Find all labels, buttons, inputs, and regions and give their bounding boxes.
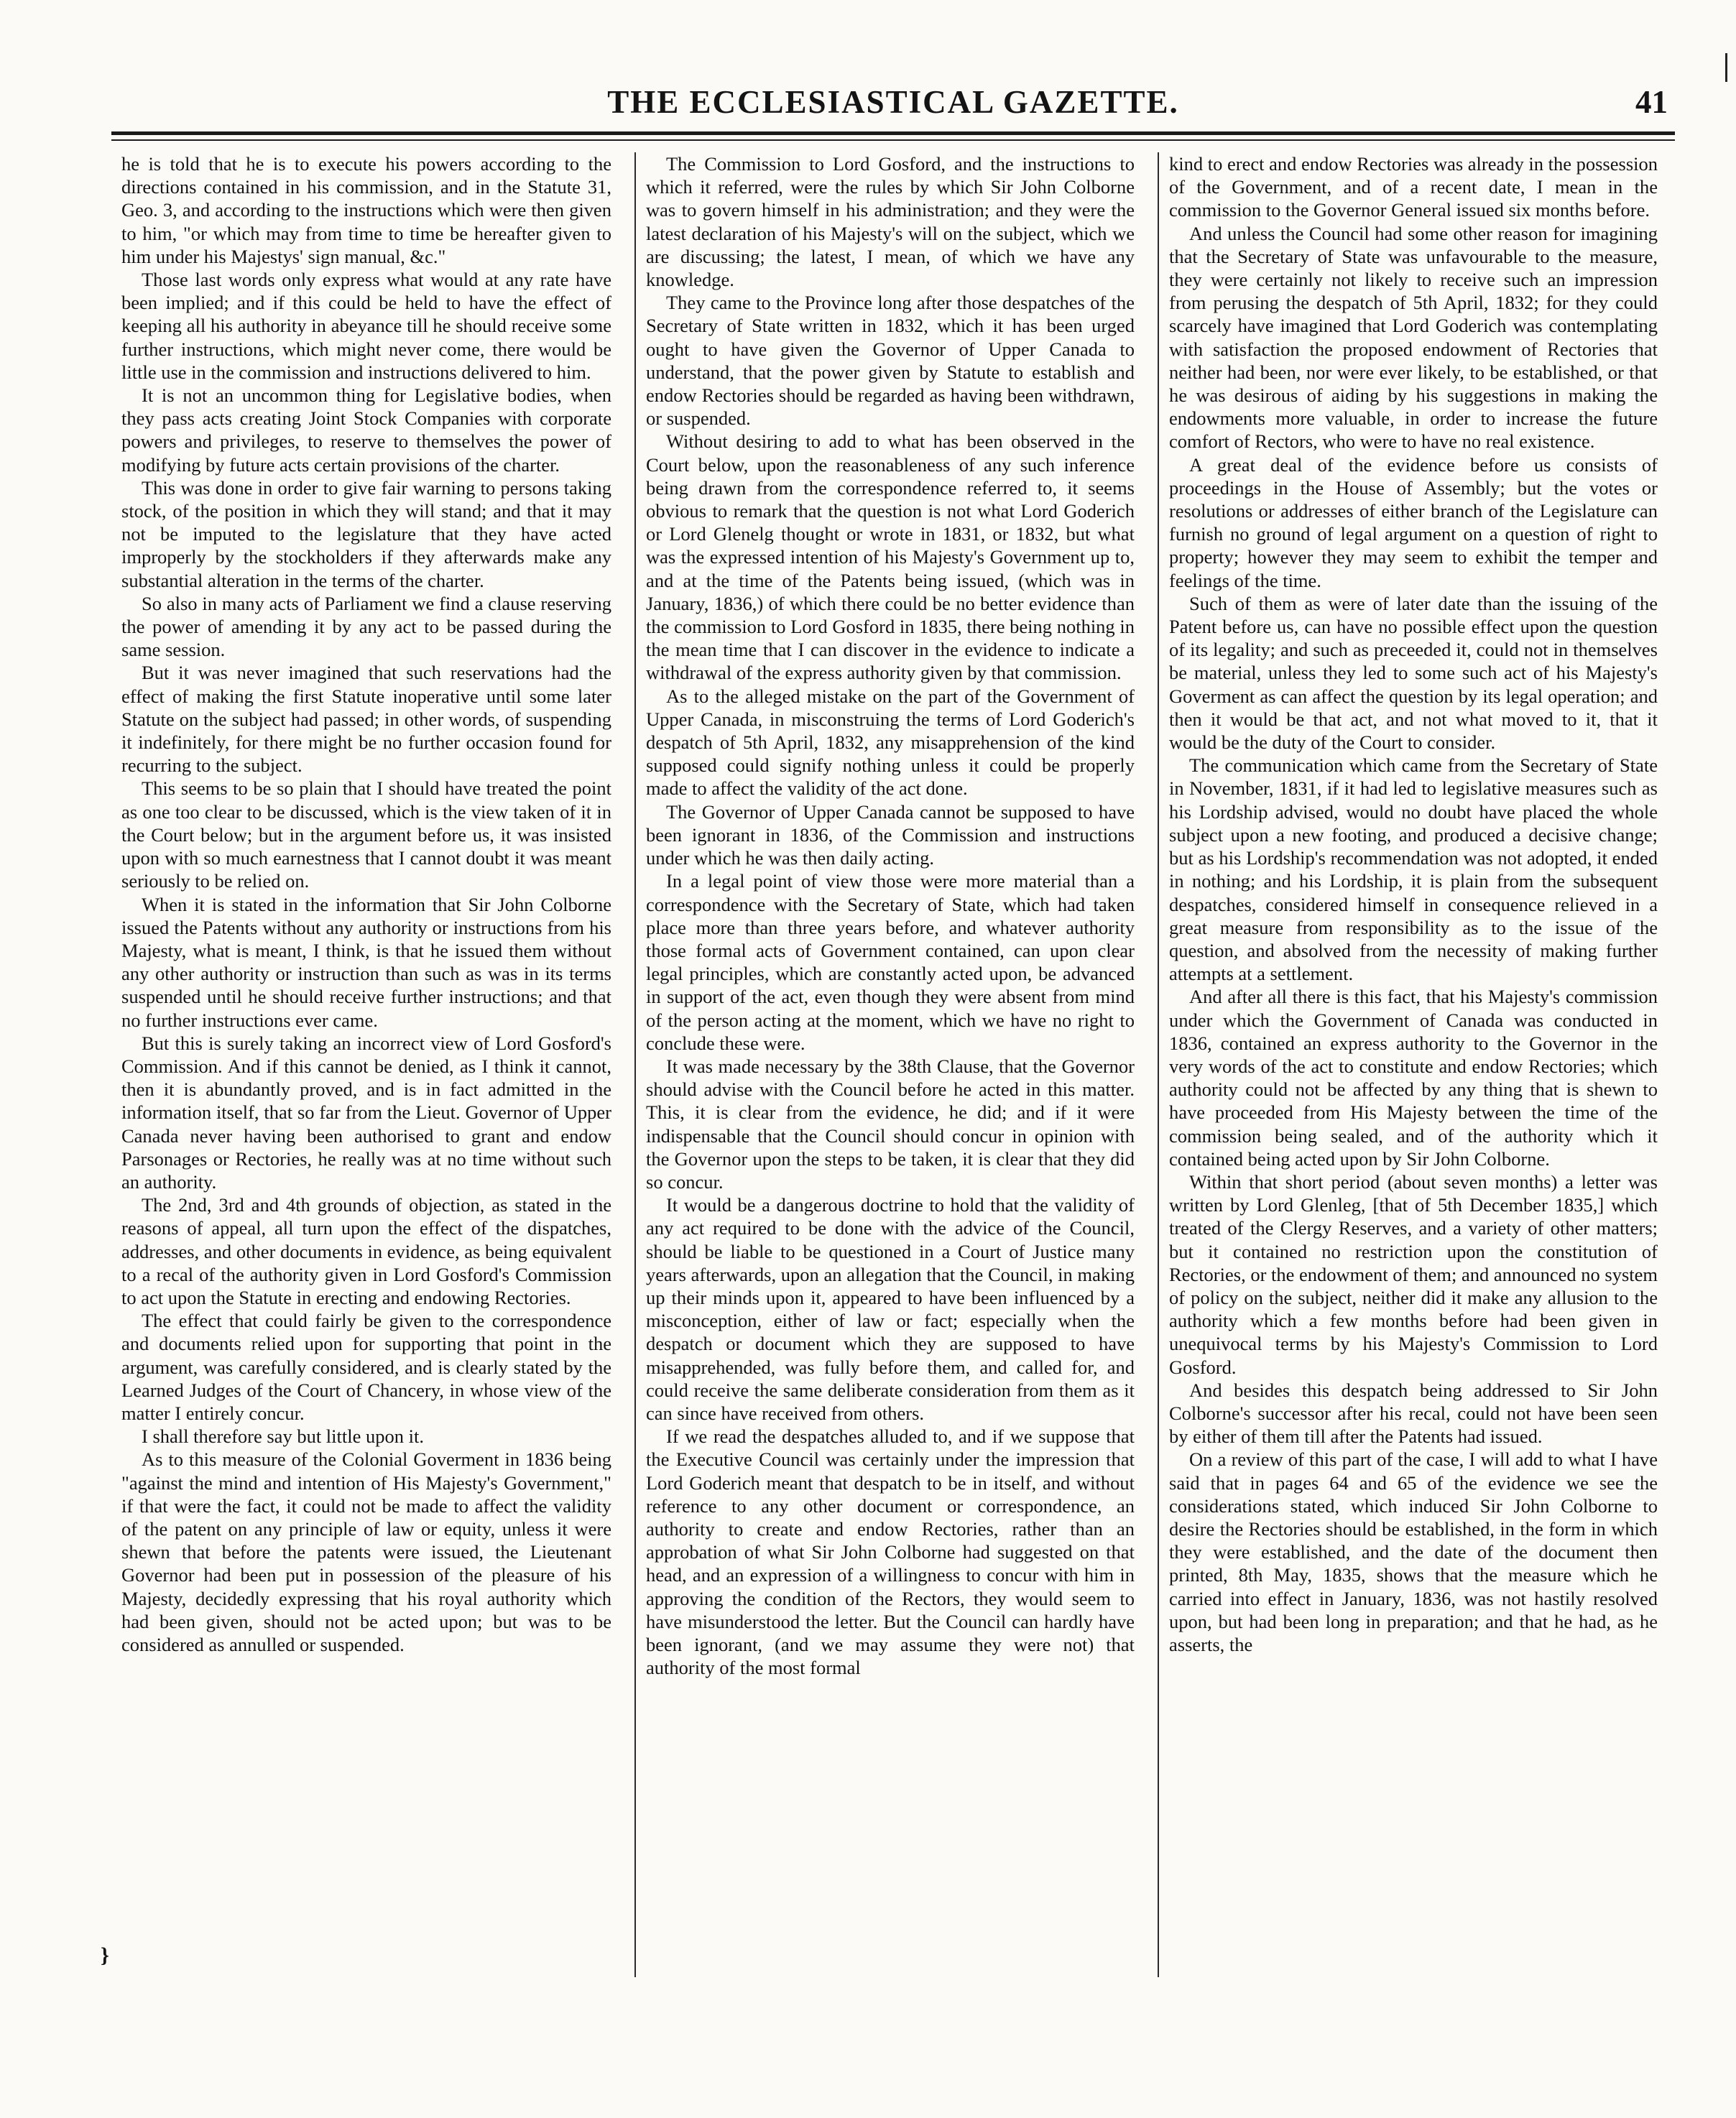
- paragraph: On a review of this part of the case, I will add to what I have said that in pages 64 and 65 of the evidence we see the considerations stated, which induced Sir John Colborne to desire the Rectories should be established, in the form in which they were established, and the date of the document then printed, 8th May, 1835, shows that the measure which he carried into effect in January, 1836, was not hastily resolved upon, but had been long in preparation; and that he had, as he asserts, the: [1169, 1448, 1658, 1655]
- paragraph: The Governor of Upper Canada cannot be supposed to have been ignorant in 1836, of the Commission and instructions under which he was then daily acting.: [646, 800, 1135, 869]
- paragraph: But it was never imagined that such reservations had the effect of making the first Statute inoperative until some later Statute on the subject had passed; in other words, of suspending it indefinitely, for there might be no further occasion found for recurring to the subject.: [121, 662, 611, 777]
- column-right: [1158, 152, 1668, 1977]
- paragraph: The 2nd, 3rd and 4th grounds of objection, as stated in the reasons of appeal, all turn upon the effect of the dispatches, addresses, and other documents in evidence, as being equivalent to a recal of the authority given in Lord Gosford's Commission to act upon the Statute in erecting and endowing Rectories.: [121, 1194, 611, 1308]
- text-columns: [111, 152, 1675, 1977]
- paragraph: The Commission to Lord Gosford, and the instructions to which it referred, were the rules by which Sir John Colborne was to govern himself in his administration; and they were the latest declaration of his Majesty's will on the subject, which we are discussing; the latest, I mean, of which we have any knowledge.: [646, 153, 1135, 291]
- paragraph: But this is surely taking an incorrect view of Lord Gosford's Commission. And if this cannot be denied, as I think it cannot, then it is abundantly proved, and is in fact admitted in the information itself, that so far from the Lieut. Governor of Upper Canada never having been authorised to grant and endow Parsonages or Rectories, he really was at no time without such an authority.: [121, 1032, 611, 1193]
- paragraph: A great deal of the evidence before us consists of proceedings in the House of Assembly; but the votes or resolutions or addresses of either branch of the Legislature can furnish no ground of legal argument on a question of right to property; however they may seem to exhibit the temper and feelings of the time.: [1169, 453, 1658, 591]
- paragraph: When it is stated in the information that Sir John Colborne issued the Patents without any authority or instructions from his Majesty, what is meant, I think, is that he issued them without any other authority or instruction than such as was in its terms suspended until he should receive further instructions; and that no further instructions ever came.: [121, 893, 611, 1031]
- paragraph: And unless the Council had some other reason for imagining that the Secretary of State was unfavourable to the measure, they were certainly not likely to receive such an impression from perusing the despatch of 5th April, 1832; for they could scarcely have imagined that Lord Goderich was contemplating with satisfaction the proposed endowment of Rectories that neither had been, nor were ever likely, to be established, or that he was desirous of aiding by his suggestions in making the endowments more valuable, in order to increase the future comfort of Rectors, who were to have no real existence.: [1169, 222, 1658, 453]
- paragraph: The communication which came from the Secretary of State in November, 1831, if it had led to legislative measures such as his Lordship advised, would no doubt have placed the whole subject upon a new footing, and produced a decisive change; but as his Lordship's recommendation was not adopted, it ended in nothing; and his Lordship, it is plain from the subsequent despatches, considered himself in consequence relieved in a great measure from responsibility as to the issue of the question, and absolved from the necessity of making further attempts at a settlement.: [1169, 754, 1658, 985]
- paragraph: he is told that he is to execute his powers according to the directions contained in his commission, and in the Statute 31, Geo. 3, and according to the instructions which were then given to him, "or which may from time to time be hereafter given to him under his Majestys' sign manual, &c.": [121, 153, 611, 267]
- paragraph: If we read the despatches alluded to, and if we suppose that the Executive Council was certainly under the impression that Lord Goderich meant that despatch to be in itself, and without reference to any other document or correspondence, an authority to create and endow Rectories, rather than an approbation of what Sir John Colborne had suggested on that head, and an expression of a willingness to concur with him in approving the condition of the Rectors, they would seem to have misunderstood the letter. But the Council can hardly have been ignorant, (and we may assume they were not) that authority of the most formal: [646, 1425, 1135, 1679]
- paragraph: Without desiring to add to what has been observed in the Court below, upon the reasonableness of any such inference being drawn from the correspondence referred to, it seems obvious to remark that the question is not what Lord Goderich or Lord Glenelg thought or wrote in 1831, or 1832, but what was the expressed intention of his Majesty's Government up to, and at the time of the Patents being issued, (which was in January, 1836,) of which there could be no better evidence than the commission to Lord Gosford in 1835, there being nothing in the mean time that I can discover in the evidence to indicate a withdrawal of the express authority given by that commission.: [646, 430, 1135, 684]
- paragraph: This was done in order to give fair warning to persons taking stock, of the position in which they will stand; and that it may not be imputed to the legislature that they have acted improperly by the stockholders if they afterwards make any substantial alteration in the terms of the charter.: [121, 476, 611, 591]
- paragraph: I shall therefore say but little upon it.: [142, 1425, 424, 1448]
- paragraph: Such of them as were of later date than the issuing of the Patent before us, can have no possible effect upon the question of its legality; and such as preceeded it, could not in themselves be material, unless they led to some such act of his Majesty's Goverment as can affect the question by its legal operation; and then it would be that act, and not what moved to it, that it would be the duty of the Court to consider.: [1169, 592, 1658, 754]
- paragraph: It is not an uncommon thing for Legislative bodies, when they pass acts creating Joint Stock Companies with corporate powers and privileges, to reserve to themselves the power of modifying by future acts certain provisions of the charter.: [121, 384, 611, 476]
- paragraph: In a legal point of view those were more material than a correspondence with the Secretary of State, which had taken place more than three years before, and whatever authority those formal acts of Government contained, can upon clear legal principles, which are constantly acted upon, be advanced in support of the act, even though they were absent from mind of the person acting at the moment, which we have no right to conclude these were.: [646, 870, 1135, 1054]
- paragraph: And besides this despatch being addressed to Sir John Colborne's successor after his recal, could not have been seen by either of them till after the Patents had issued.: [1169, 1379, 1658, 1448]
- paragraph: The effect that could fairly be given to the correspondence and documents relied upon for supporting that point in the argument, was carefully considered, and is clearly stated by the Learned Judges of the Court of Chancery, in whose view of the matter I entirely concur.: [121, 1310, 611, 1424]
- edge-mark: [1725, 53, 1727, 82]
- paragraph: So also in many acts of Parliament we find a clause reserving the power of amending it by any act to be passed during the same session.: [121, 592, 611, 661]
- page-header: [111, 78, 1675, 135]
- margin-mark: }: [101, 1943, 109, 1967]
- paragraph: Within that short period (about seven months) a letter was written by Lord Glenleg, [that of 5th December 1835,] which treated of the Clergy Reserves, and a variety of other matters; but it contained no restriction upon the constitution of Rectories, or the endowment of them; and announced no system of policy on the subject, neither did it make any allusion to the authority which a few months before had been given in unequivocal terms by his Majesty's Commission to Lord Gosford.: [1169, 1170, 1658, 1378]
- paragraph: kind to erect and endow Rectories was already in the possession of the Government, and of a recent date, I mean in the commission to the Governor General issued six months before.: [1169, 153, 1658, 221]
- column-middle: [634, 152, 1145, 1977]
- header-rule-thick: [111, 131, 1675, 135]
- header-rule-thin: [111, 139, 1675, 141]
- paragraph: It was made necessary by the 38th Clause, that the Governor should advise with the Council before he acted in this matter. This, it is clear from the evidence, he did; and if it were indispensable that the Council should concur in opinion with the Governor upon the steps to be taken, it is clear that they did so concur.: [646, 1055, 1135, 1193]
- paragraph: As to this measure of the Colonial Goverment in 1836 being "against the mind and intention of His Majesty's Government," if that were the fact, it could not be made to affect the validity of the patent on any principle of law or equity, unless it were shewn that before the patents were issued, the Lieutenant Governor had been put in possession of the pleasure of his Majesty, decidedly expressing that his royal authority which had been given, should not be acted upon; but was to be considered as annulled or suspended.: [121, 1448, 611, 1655]
- paragraph: Those last words only express what would at any rate have been implied; and if this could be held to have the effect of keeping all his authority in abeyance till he should receive some further instructions, which might never come, there would be little use in the commission and instructions delivered to him.: [121, 269, 611, 383]
- column-left: [111, 152, 622, 1977]
- paragraph: As to the alleged mistake on the part of the Government of Upper Canada, in misconstruing the terms of Lord Goderich's despatch of 5th April, 1832, any misapprehension of the kind supposed could signify nothing unless it could be properly made to affect the validity of the act done.: [646, 685, 1135, 800]
- paragraph: And after all there is this fact, that his Majesty's commission under which the Government of Canada was conducted in 1836, contained an express authority to the Governor in the very words of the act to constitute and endow Rectories; which authority could not be affected by any thing that is shewn to have proceeded from His Majesty between the time of the commission being sealed, and of the authority which it contained being acted upon by Sir John Colborne.: [1169, 986, 1658, 1170]
- gazette-title: THE ECCLESIASTICAL GAZETTE.: [607, 84, 1179, 120]
- page-number: 41: [1635, 84, 1668, 120]
- paragraph: They came to the Province long after those despatches of the Secretary of State written in 1832, which it has been urged ought to have given the Governor of Upper Canada to understand, that the power given by Statute to establish and endow Rectories should be regarded as having been withdrawn, or suspended.: [646, 292, 1135, 430]
- paragraph: It would be a dangerous doctrine to hold that the validity of any act required to be done with the advice of the Council, should be liable to be questioned in a Court of Justice many years afterwards, upon an allegation that the Council, in making up their minds upon it, appeared to have been influenced by a misconception, either of law or fact; especially when the despatch or document which they are supposed to have misapprehended, was fully before them, and called for, and could receive the same deliberate consideration from them as it can since have received from others.: [646, 1194, 1135, 1424]
- paragraph: This seems to be so plain that I should have treated the point as one too clear to be discussed, which is the view taken of it in the Court below; but in the argument before us, it was insisted upon with so much earnestness that I cannot doubt it was meant seriously to be relied on.: [121, 777, 611, 892]
